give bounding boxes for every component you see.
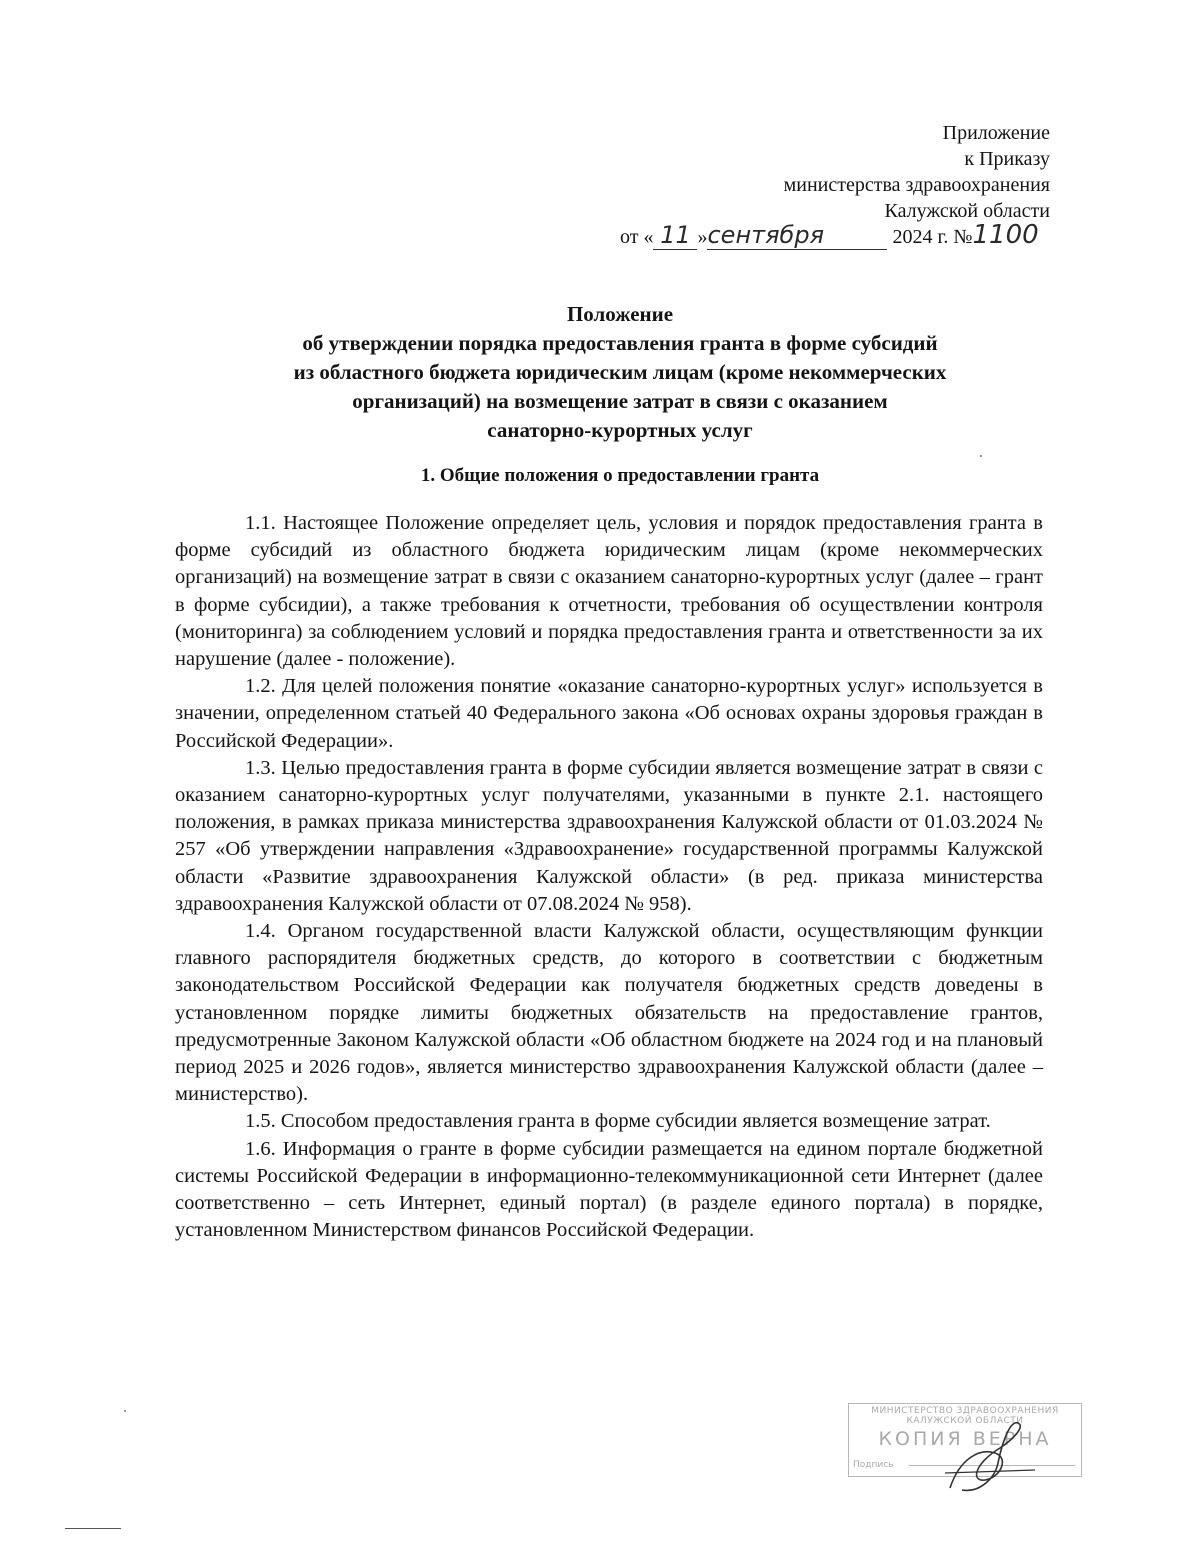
appendix-line: к Приказу xyxy=(964,148,1050,170)
order-month: сентября xyxy=(707,221,887,250)
title-line: организаций) на возмещение затрат в связи с оказанием xyxy=(352,389,888,413)
appendix-line: министерства здравоохранения xyxy=(783,174,1050,196)
title-line: об утверждении порядка предоставления гранта в форме субсидий xyxy=(302,331,938,355)
scan-speck xyxy=(980,455,982,457)
paragraph: 1.2. Для целей положения понятие «оказание санаторно-курортных услуг» используется в значении, определенном статьей 40 Федерального закона «Об основах охраны здоровья граждан в Российской Федерации». xyxy=(175,675,1043,752)
title-line: санаторно-курортных услуг xyxy=(487,418,753,442)
stamp-line: МИНИСТЕРСТВО ЗДРАВООХРАНЕНИЯ xyxy=(871,1406,1059,1416)
footer-dash xyxy=(65,1528,121,1529)
order-prefix: от « xyxy=(620,226,654,248)
order-year: 2024 г. № xyxy=(892,226,973,248)
stamp-line: КАЛУЖСКОЙ ОБЛАСТИ xyxy=(906,1416,1024,1426)
section-title: 1. Общие положения о предоставлении гранта xyxy=(420,465,820,486)
order-date-number xyxy=(620,220,1039,250)
title-line: Положение xyxy=(566,302,674,326)
paragraph: 1.6. Информация о гранте в форме субсидии размещается на едином портале бюджетной системы Российской Федерации в информационно-телекоммуникационной сети Интернет (далее соответственно – сеть Интернет, единый портал) (в разделе единого портала) в порядке, установленном Министерством финансов Российской Федерации. xyxy=(175,1137,1043,1242)
title-line: из областного бюджета юридическим лицам (кроме некоммерческих xyxy=(293,360,947,384)
scan-speck xyxy=(124,1410,126,1412)
document-title xyxy=(160,300,1080,445)
order-mid: » xyxy=(697,226,708,248)
appendix-header xyxy=(784,120,1050,224)
order-number: 1100 xyxy=(972,220,1039,250)
appendix-line: Калужской области xyxy=(884,200,1050,222)
order-day: 11 xyxy=(653,221,697,250)
appendix-line: Приложение xyxy=(942,122,1050,144)
signature-icon xyxy=(940,1418,1040,1498)
stamp-line: Подпись xyxy=(853,1460,894,1470)
paragraph: 1.4. Органом государственной власти Калужской области, осуществляющим функции главного распорядителя бюджетных средств, до которого в соответствии с бюджетным законодательством Российской Федерации как получателя бюджетных средств доведены в установленном порядке лимиты бюджетных обязательств на предоставление грантов, предусмотренные Законом Калужской области «Об областном бюджете на 2024 год и на плановый период 2025 и 2026 годов», является министерство здравоохранения Калужской области (далее – министерство). xyxy=(175,920,1043,1106)
stamp-line: КОПИЯ ВЕРНА xyxy=(878,1428,1052,1450)
paragraph: 1.5. Способом предоставления гранта в форме субсидии является возмещение затрат. xyxy=(245,1110,991,1133)
document-body xyxy=(175,510,1043,1244)
paragraph: 1.1. Настоящее Положение определяет цель, условия и порядок предоставления гранта в форме субсидий из областного бюджета юридическим лицам (кроме некоммерческих организаций) на возмещение затрат в связи с оказанием санаторно-курортных услуг (далее – грант в форме субсидии), а также требования к отчетности, требования об осуществлении контроля (мониторинга) за соблюдением условий и порядка предоставления гранта и ответственности за их нарушение (далее - положение). xyxy=(175,512,1043,671)
paragraph: 1.3. Целью предоставления гранта в форме субсидии является возмещение затрат в связи с оказанием санаторно-курортных услуг получателями, указанными в пункте 2.1. настоящего положения, в рамках приказа министерства здравоохранения Калужской области от 01.03.2024 № 257 «Об утверждении направления «Здравоохранение» государственной программы Калужской области «Развитие здравоохранения Калужской области» (в ред. приказа министерства здравоохранения Калужской области от 07.08.2024 № 958). xyxy=(175,756,1043,915)
